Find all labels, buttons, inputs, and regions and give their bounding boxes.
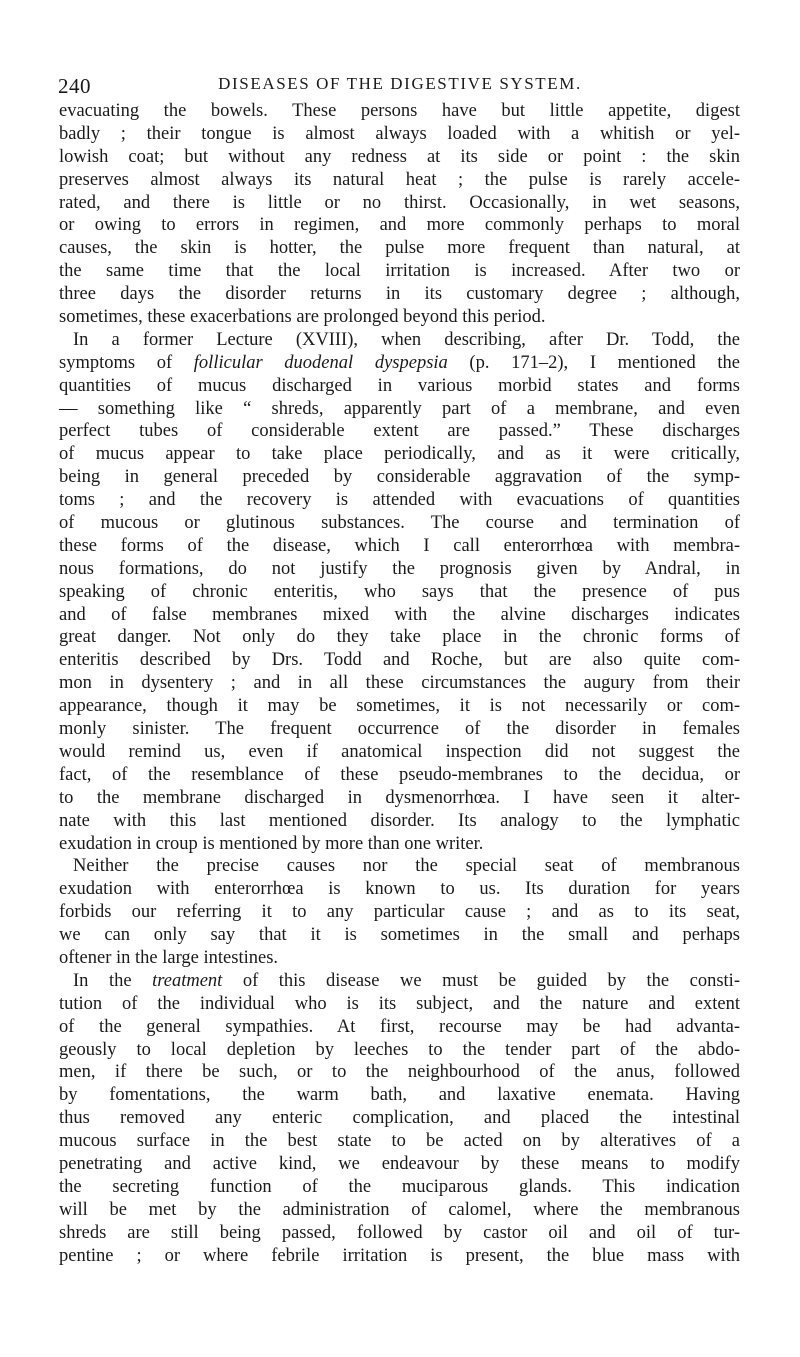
italic-term: follicular duodenal dyspepsia: [193, 352, 448, 373]
text-line: three days the disorder returns in its customary degree ; although,: [59, 284, 740, 305]
text-line: to the membrane discharged in dysmenorrhœa. I have seen it alter-: [59, 787, 740, 808]
text-line: mon in dysentery ; and in all these circumstances the augury from their: [59, 673, 740, 694]
text-line: we can only say that it is sometimes in the small and perhaps: [59, 925, 740, 946]
text-line: evacuating the bowels. These persons have but little appetite, digest: [59, 101, 740, 121]
text-line: the same time that the local irritation is increased. After two or: [59, 261, 740, 282]
text-line: of mucous or glutinous substances. The course and termination of: [59, 513, 740, 534]
text-line: In a former Lecture (XVIII), when describing, after Dr. Todd, the: [73, 329, 740, 350]
text-line: Neither the precise causes nor the special seat of membranous: [73, 856, 740, 877]
text-line: sometimes, these exacerbations are prolonged beyond this period.: [59, 307, 546, 328]
text-line: [59, 352, 740, 375]
text-line: nate with this last mentioned disorder. Its analogy to the lymphatic: [59, 810, 740, 831]
text-line: speaking of chronic enteritis, who says that the presence of pus: [59, 581, 740, 602]
text-line: [59, 970, 740, 993]
text-segment: (p. 171–2), I mentioned the: [447, 352, 740, 373]
text-line: perfect tubes of considerable extent are passed.” These discharges: [59, 421, 740, 442]
text-line: enteritis described by Drs. Todd and Roche, but are also quite com-: [59, 650, 740, 671]
text-line: exudation with enterorrhœa is known to us. Its duration for years: [59, 879, 740, 900]
text-line: nous formations, do not justify the prognosis given by Andral, in: [59, 558, 740, 579]
text-line: badly ; their tongue is almost always loaded with a whitish or yel-: [59, 123, 740, 144]
text-line: quantities of mucus discharged in various morbid states and forms: [59, 375, 740, 396]
body-text: [59, 100, 740, 1267]
text-line: exudation in croup is mentioned by more than one writer.: [59, 833, 484, 854]
text-line: penetrating and active kind, we endeavour by these means to modify: [59, 1153, 740, 1174]
text-line: shreds are still being passed, followed by castor oil and oil of tur-: [59, 1222, 740, 1243]
text-line: rated, and there is little or no thirst. Occasionally, in wet seasons,: [59, 192, 740, 213]
text-line: lowish coat; but without any redness at its side or point : the skin: [59, 146, 740, 167]
text-line: these forms of the disease, which I call enterorrhœa with membra-: [59, 535, 740, 556]
text-segment: In the: [73, 970, 153, 991]
text-line: oftener in the large intestines.: [59, 947, 279, 968]
text-line: forbids our referring it to any particular cause ; and as to its seat,: [59, 902, 740, 923]
text-segment: symptoms of: [59, 352, 194, 373]
text-line: of mucus appear to take place periodically, and as it were critically,: [59, 444, 740, 465]
text-line: of the general sympathies. At first, recourse may be had advanta-: [59, 1016, 740, 1037]
italic-term: treatment: [152, 970, 223, 991]
text-segment: of this disease we must be guided by the consti-: [222, 970, 740, 991]
text-line: thus removed any enteric complication, and placed the intestinal: [59, 1108, 740, 1129]
text-line: by fomentations, the warm bath, and laxative enemata. Having: [59, 1085, 740, 1106]
text-line: men, if there be such, or to the neighbourhood of the anus, followed: [59, 1062, 740, 1083]
text-line: fact, of the resemblance of these pseudo-membranes to the decidua, or: [59, 764, 740, 785]
text-line: — something like “ shreds, apparently part of a membrane, and even: [59, 398, 740, 419]
page-header: [0, 0, 800, 100]
text-line: causes, the skin is hotter, the pulse more frequent than natural, at: [59, 238, 740, 259]
text-line: will be met by the administration of calomel, where the membranous: [59, 1199, 740, 1220]
text-line: great danger. Not only do they take place in the chronic forms of: [59, 627, 740, 648]
page-number: 240: [58, 74, 91, 98]
text-line: the secreting function of the muciparous glands. This indication: [59, 1176, 740, 1197]
text-line: pentine ; or where febrile irritation is present, the blue mass with: [59, 1245, 740, 1266]
text-line: monly sinister. The frequent occurrence of the disorder in females: [59, 719, 740, 740]
text-line: preserves almost always its natural heat ; the pulse is rarely accele-: [59, 169, 740, 190]
running-head: DISEASES OF THE DIGESTIVE SYSTEM.: [218, 74, 582, 93]
text-line: tution of the individual who is its subject, and the nature and extent: [59, 993, 740, 1014]
text-line: appearance, though it may be sometimes, it is not necessarily or com-: [59, 696, 740, 717]
text-line: or owing to errors in regimen, and more commonly perhaps to moral: [59, 215, 740, 236]
text-line: would remind us, even if anatomical inspection did not suggest the: [59, 741, 740, 762]
text-line: toms ; and the recovery is attended with evacuations of quantities: [59, 490, 740, 511]
text-line: and of false membranes mixed with the alvine discharges indicates: [59, 604, 740, 625]
text-line: mucous surface in the best state to be acted on by alteratives of a: [59, 1131, 740, 1152]
text-line: geously to local depletion by leeches to the tender part of the abdo-: [59, 1039, 740, 1060]
text-line: being in general preceded by considerable aggravation of the symp-: [59, 467, 740, 488]
